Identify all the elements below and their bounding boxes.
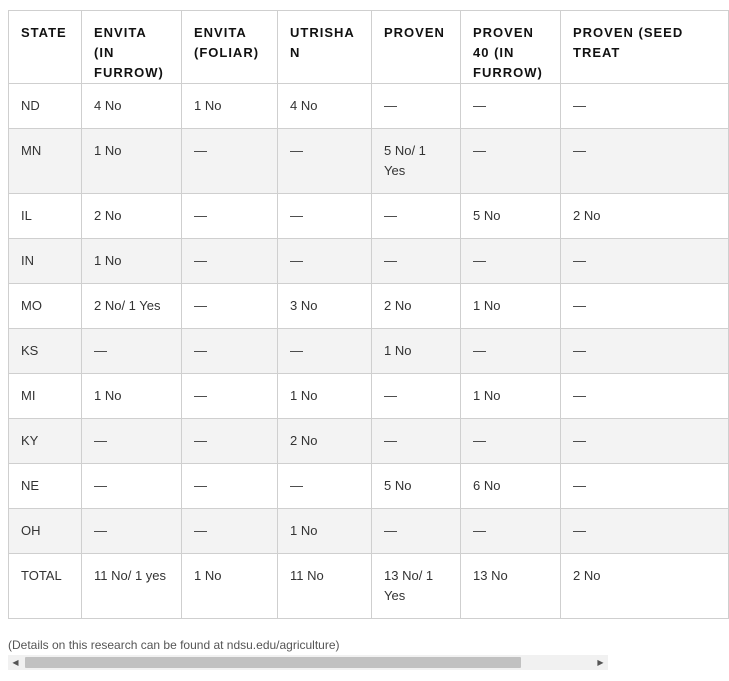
header-proven-40: PROVEN 40 (IN FURROW) xyxy=(461,11,561,84)
cell: 1 No xyxy=(182,84,278,129)
cell: — xyxy=(372,374,461,419)
cell: — xyxy=(182,284,278,329)
table-row xyxy=(9,129,729,194)
cell: — xyxy=(561,284,729,329)
cell: 4 No xyxy=(82,84,182,129)
cell: — xyxy=(561,84,729,129)
cell: MN xyxy=(9,129,82,194)
scroll-right-arrow-icon[interactable]: ▶ xyxy=(597,658,604,667)
cell: NE xyxy=(9,464,82,509)
cell: — xyxy=(182,374,278,419)
table-viewport xyxy=(8,10,684,632)
cell: 1 No xyxy=(82,129,182,194)
cell: 1 No xyxy=(461,374,561,419)
cell: — xyxy=(182,329,278,374)
scroll-left-arrow-icon[interactable]: ◀ xyxy=(12,658,19,667)
cell: 1 No xyxy=(372,329,461,374)
scrollbar-thumb[interactable] xyxy=(25,657,521,668)
table-row xyxy=(9,419,729,464)
cell: — xyxy=(561,374,729,419)
cell: — xyxy=(561,329,729,374)
cell: — xyxy=(278,464,372,509)
cell: 11 No/ 1 yes xyxy=(82,554,182,619)
cell: 11 No xyxy=(278,554,372,619)
cell: ND xyxy=(9,84,82,129)
cell: — xyxy=(461,84,561,129)
cell: — xyxy=(278,129,372,194)
header-envita-in-furrow: ENVITA (IN FURROW) xyxy=(82,11,182,84)
cell: 4 No xyxy=(278,84,372,129)
cell: 1 No xyxy=(82,374,182,419)
cell: — xyxy=(461,239,561,284)
table-row xyxy=(9,239,729,284)
header-proven: PROVEN xyxy=(372,11,461,84)
cell: — xyxy=(461,419,561,464)
cell: KS xyxy=(9,329,82,374)
cell: 2 No xyxy=(372,284,461,329)
cell: 2 No xyxy=(561,554,729,619)
cell: 6 No xyxy=(461,464,561,509)
cell: — xyxy=(82,419,182,464)
cell: MO xyxy=(9,284,82,329)
cell: — xyxy=(372,194,461,239)
cell: — xyxy=(461,329,561,374)
cell: — xyxy=(372,509,461,554)
cell: IN xyxy=(9,239,82,284)
cell: — xyxy=(182,129,278,194)
cell: — xyxy=(561,129,729,194)
cell: — xyxy=(561,464,729,509)
cell: — xyxy=(82,464,182,509)
cell: — xyxy=(461,129,561,194)
cell: 1 No xyxy=(278,374,372,419)
cell: — xyxy=(278,239,372,284)
cell: 3 No xyxy=(278,284,372,329)
cell: 5 No/ 1 Yes xyxy=(372,129,461,194)
cell: — xyxy=(182,194,278,239)
table-row xyxy=(9,284,729,329)
table-row xyxy=(9,374,729,419)
cell: 1 No xyxy=(82,239,182,284)
cell: 2 No xyxy=(278,419,372,464)
table-row-total xyxy=(9,554,729,619)
cell: KY xyxy=(9,419,82,464)
table-row xyxy=(9,464,729,509)
cell: — xyxy=(82,329,182,374)
cell: — xyxy=(561,239,729,284)
cell: 13 No/ 1 Yes xyxy=(372,554,461,619)
cell: — xyxy=(561,419,729,464)
cell: — xyxy=(278,329,372,374)
cell: — xyxy=(461,509,561,554)
cell: IL xyxy=(9,194,82,239)
cell: 2 No xyxy=(82,194,182,239)
cell: 1 No xyxy=(182,554,278,619)
table-row xyxy=(9,194,729,239)
cell: — xyxy=(278,194,372,239)
table-row xyxy=(9,509,729,554)
cell: — xyxy=(372,239,461,284)
cell: 5 No xyxy=(461,194,561,239)
header-envita-foliar: ENVITA (FOLIAR) xyxy=(182,11,278,84)
cell: — xyxy=(372,419,461,464)
table-row xyxy=(9,84,729,129)
cell: — xyxy=(182,419,278,464)
cell: MI xyxy=(9,374,82,419)
horizontal-scrollbar[interactable] xyxy=(8,655,608,670)
results-table xyxy=(8,10,729,619)
cell: — xyxy=(182,239,278,284)
cell: TOTAL xyxy=(9,554,82,619)
cell: 13 No xyxy=(461,554,561,619)
cell: 1 No xyxy=(278,509,372,554)
cell: 1 No xyxy=(461,284,561,329)
cell: — xyxy=(372,84,461,129)
cell: — xyxy=(182,464,278,509)
cell: — xyxy=(82,509,182,554)
cell: 2 No xyxy=(561,194,729,239)
header-utrishan: UTRISHA N xyxy=(278,11,372,84)
cell: 5 No xyxy=(372,464,461,509)
cell: — xyxy=(182,509,278,554)
table-caption: (Details on this research can be found at ndsu.edu/agriculture) xyxy=(8,638,340,652)
cell: — xyxy=(561,509,729,554)
cell: OH xyxy=(9,509,82,554)
header-state: STATE xyxy=(9,11,82,84)
header-row xyxy=(9,11,729,84)
header-proven-seed-treat: PROVEN (SEED TREAT xyxy=(561,11,729,84)
cell: 2 No/ 1 Yes xyxy=(82,284,182,329)
table-row xyxy=(9,329,729,374)
